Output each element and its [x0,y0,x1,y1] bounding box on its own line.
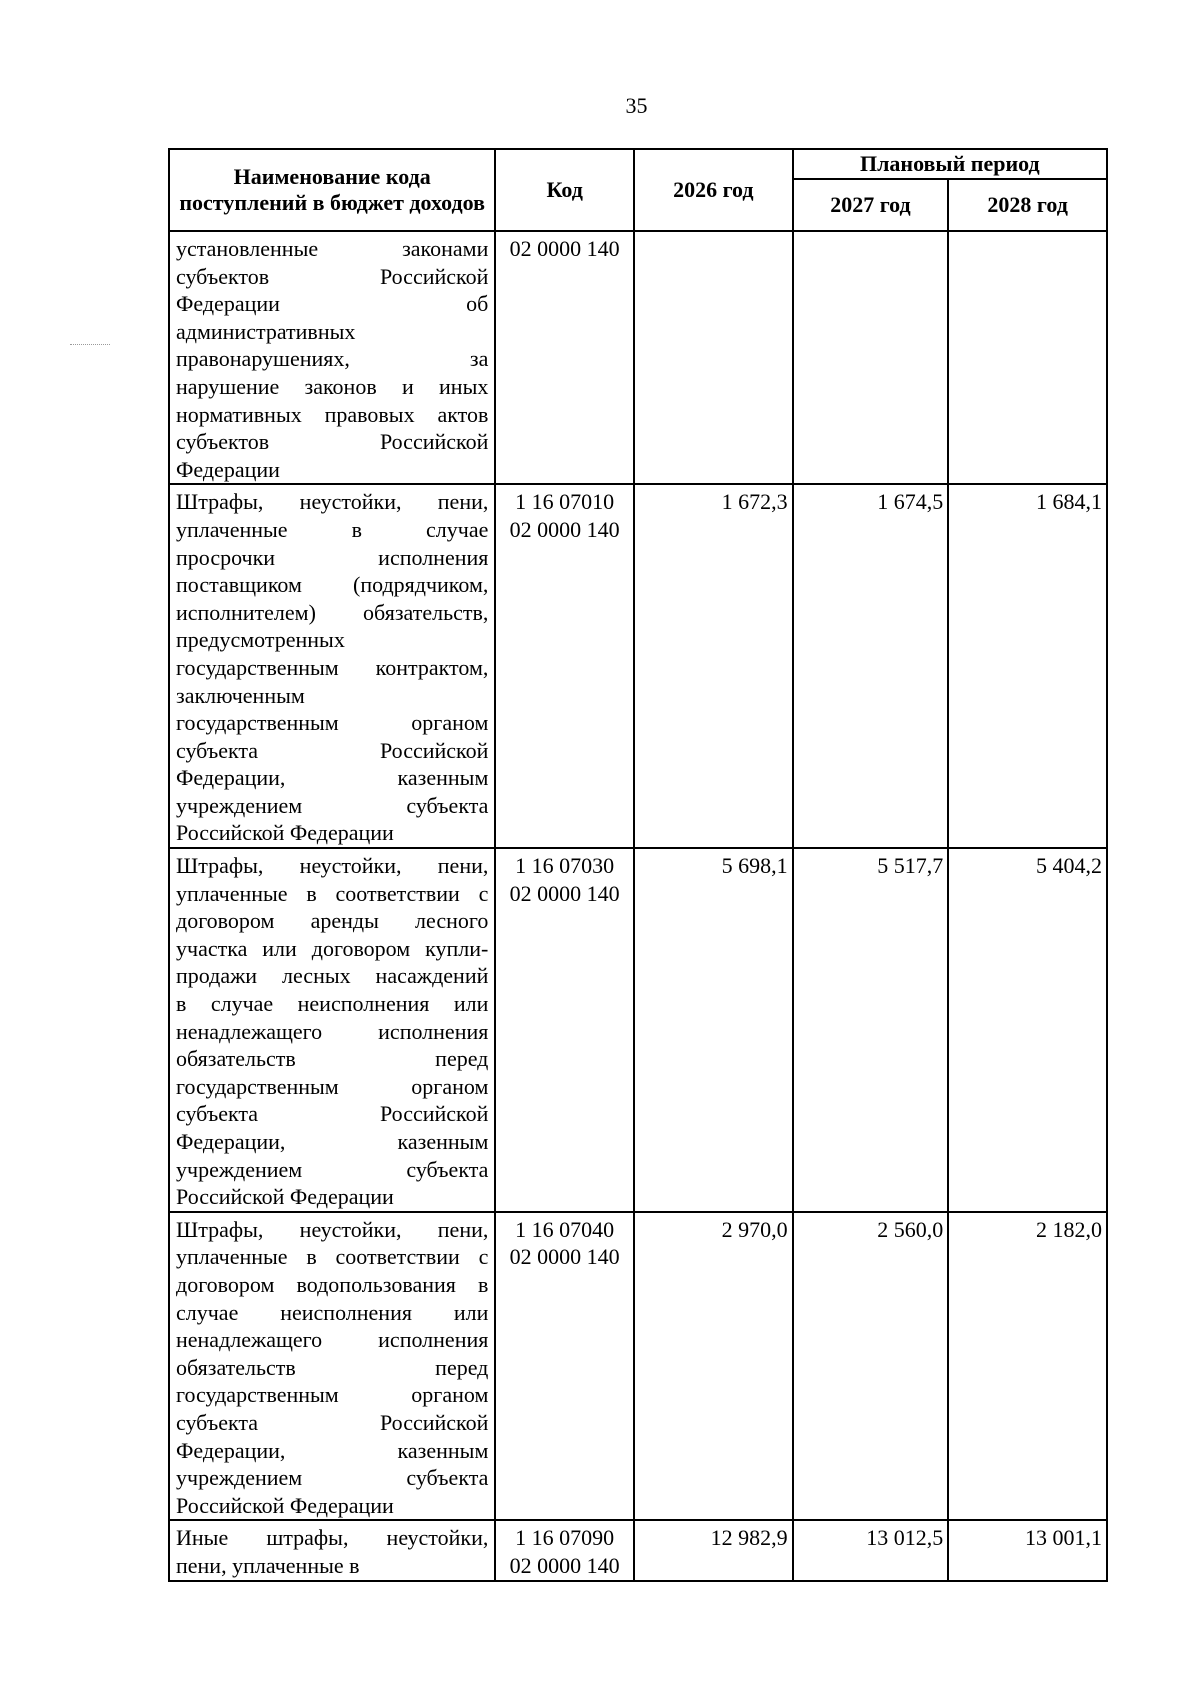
cell-v2027: 13 012,5 [793,1520,949,1580]
name-line: Федерации об [176,291,489,317]
cell-v2027: 1 674,5 [793,484,949,848]
name-line: в случае неисполнения или [176,991,489,1017]
name-line: уплаченные в соответствии с [176,880,489,906]
name-line: нормативных правовых актов [176,401,489,427]
table-row [169,484,1107,848]
name-line: нарушение законов и иных [176,373,489,399]
header-2027: 2027 год [793,179,949,231]
header-code: Код [495,149,634,231]
name-line: Федерации, казенным [176,1437,489,1463]
name-line: пени, уплаченные в [176,1552,360,1578]
name-line: административных [176,318,356,344]
code-line: 02 0000 140 [509,1552,620,1578]
table-row [169,1212,1107,1521]
cell-code [495,484,634,848]
name-line: предусмотренных [176,627,345,653]
name-line: исполнителем) обязательств, [176,599,489,625]
name-line: установленные законами [176,236,489,261]
header-2028: 2028 год [948,179,1107,231]
name-line: Федерации [176,456,280,482]
name-line: учреждением субъекта [176,1465,489,1491]
name-line: заключенным [176,682,305,708]
code-line: 02 0000 140 [509,1244,620,1270]
table-header [169,149,1107,231]
revenue-table [168,148,1108,1582]
cell-v2028: 1 684,1 [948,484,1107,848]
header-planned-period: Плановый период [793,149,1107,179]
table-row [169,231,1107,484]
table-row [169,1520,1107,1580]
scan-artifact-mark [70,344,110,346]
code-line: 02 0000 140 [509,236,620,261]
code-line: 1 16 07010 [515,489,615,515]
name-line: государственным органом [176,1073,489,1099]
name-line: Штрафы, неустойки, пени, [176,1216,489,1242]
cell-name [169,1212,495,1521]
cell-v2026: 1 672,3 [634,484,793,848]
name-line: договором водопользования в [176,1271,489,1297]
code-line: 1 16 07090 [515,1525,615,1551]
name-line: учреждением субъекта [176,1156,489,1182]
name-line: Штрафы, неустойки, пени, [176,853,489,879]
code-line: 02 0000 140 [509,880,620,906]
name-line: учреждением субъекта [176,792,489,818]
cell-v2026: 2 970,0 [634,1212,793,1521]
name-line: уплаченные в случае [176,516,489,542]
cell-v2028: 2 182,0 [948,1212,1107,1521]
name-line: Российской Федерации [176,1492,394,1518]
name-line: государственным органом [176,1382,489,1408]
name-line: случае неисполнения или [176,1299,489,1325]
name-line: Федерации, казенным [176,1129,489,1154]
header-2026: 2026 год [634,149,793,231]
name-line: правонарушениях, за [176,346,489,372]
page-number: 35 [625,93,648,118]
cell-code [495,1520,634,1580]
cell-name [169,231,495,484]
name-line: субъектов Российской [176,263,489,289]
cell-v2027: 2 560,0 [793,1212,949,1521]
code-line: 02 0000 140 [509,516,620,542]
name-line: обязательств перед [176,1354,489,1380]
cell-name [169,1520,495,1580]
table-row [169,848,1107,1212]
name-line: просрочки исполнения [176,544,489,570]
name-line: субъекта Российской [176,1101,489,1127]
name-line: продажи лесных насаждений [176,963,489,989]
code-line: 1 16 07040 [515,1216,615,1242]
cell-code [495,1212,634,1521]
name-line: поставщиком (подрядчиком, [176,572,489,598]
cell-code [495,231,634,484]
cell-v2028: 5 404,2 [948,848,1107,1212]
cell-v2026 [634,231,793,484]
cell-name [169,484,495,848]
header-name: Наименование кода поступлений в бюджет доходов [169,149,495,231]
cell-v2026: 5 698,1 [634,848,793,1212]
name-line: обязательств перед [176,1046,489,1072]
name-line: Штрафы, неустойки, пени, [176,489,489,515]
name-line: Российской Федерации [176,820,394,846]
name-line: уплаченные в соответствии с [176,1244,489,1270]
name-line: ненадлежащего исполнения [176,1327,489,1353]
cell-v2026: 12 982,9 [634,1520,793,1580]
name-line: субъекта Российской [176,1409,489,1435]
name-line: государственным органом [176,710,489,736]
cell-v2028: 13 001,1 [948,1520,1107,1580]
cell-v2028 [948,231,1107,484]
name-line: ненадлежащего исполнения [176,1018,489,1044]
name-line: субъектов Российской [176,429,489,455]
cell-code [495,848,634,1212]
cell-v2027 [793,231,949,484]
cell-name [169,848,495,1212]
name-line: Российской Федерации [176,1184,394,1210]
name-line: государственным контрактом, [176,654,489,680]
name-line: Иные штрафы, неустойки, [176,1525,489,1551]
cell-v2027: 5 517,7 [793,848,949,1212]
name-line: участка или договором купли- [176,935,489,961]
code-line: 1 16 07030 [515,853,615,879]
name-line: Федерации, казенным [176,765,489,791]
name-line: договором аренды лесного [176,908,489,934]
name-line: субъекта Российской [176,737,489,763]
table-body [169,231,1107,1581]
